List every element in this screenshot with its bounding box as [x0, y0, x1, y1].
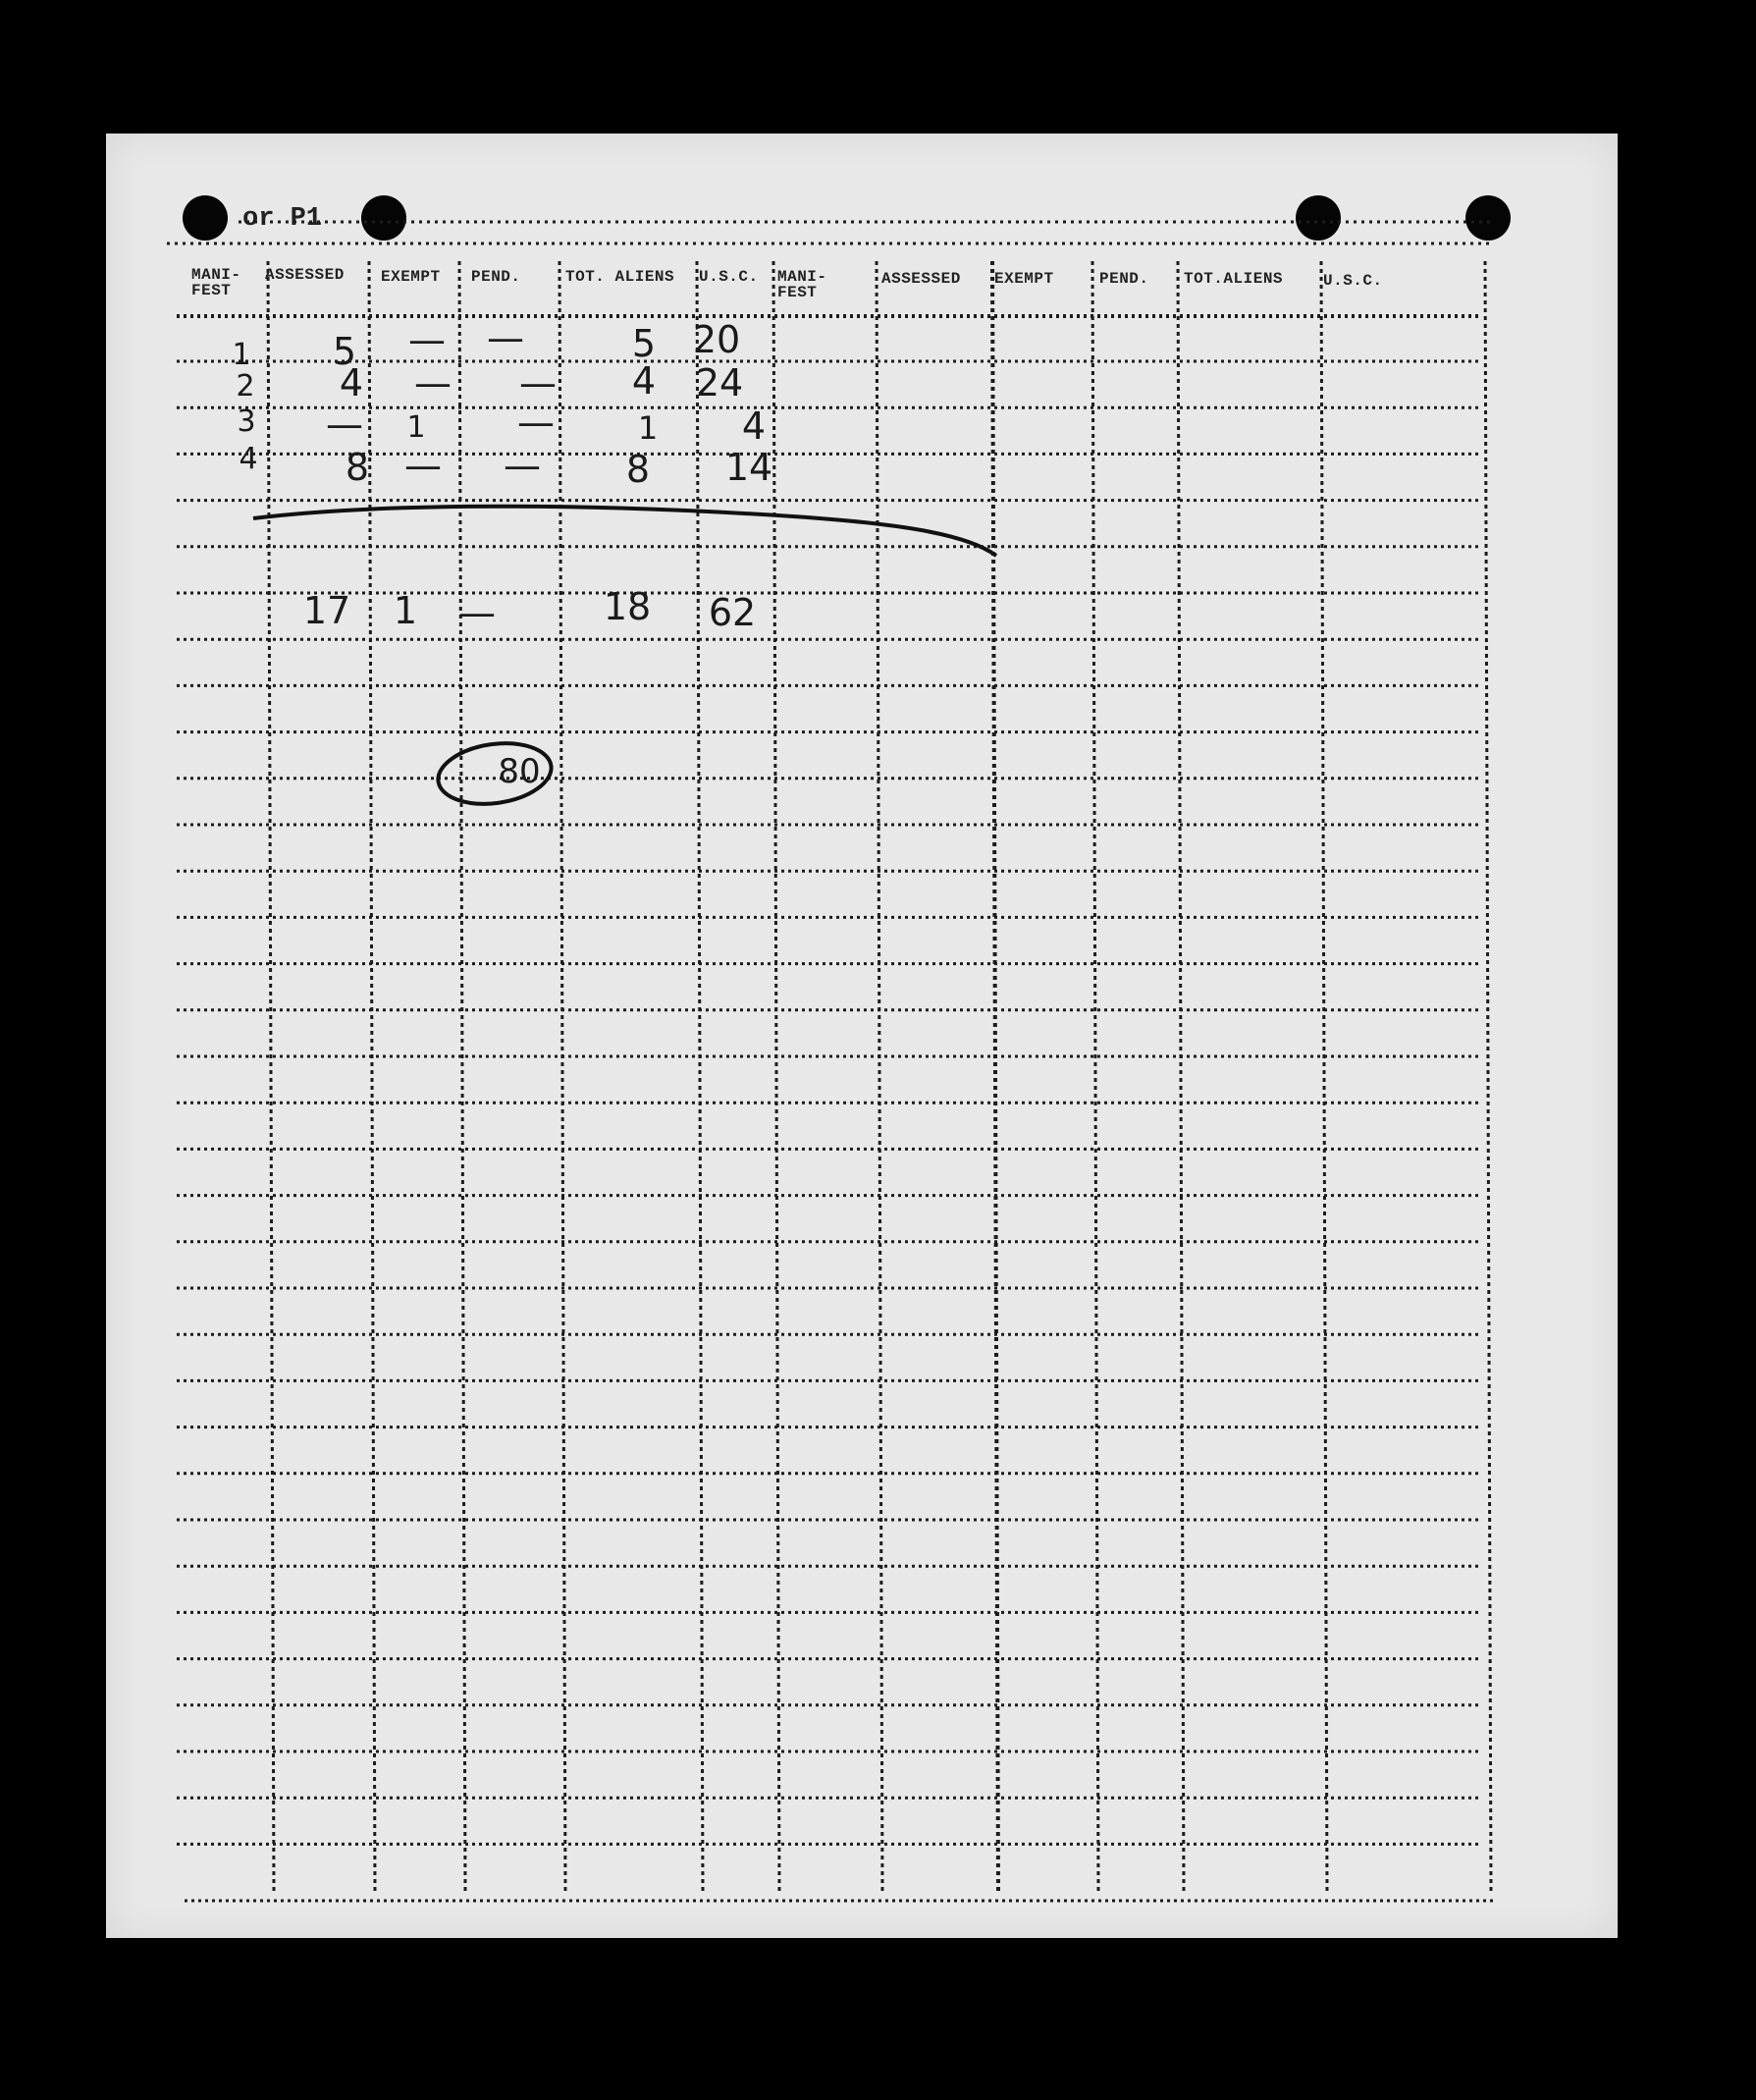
row-1-usc: 20 — [692, 318, 741, 361]
row-2-tot-aliens: 4 — [631, 359, 657, 403]
header-tot-aliens-left: TOT. ALIENS — [565, 268, 675, 286]
header-exempt-right: EXEMPT — [994, 270, 1054, 288]
column-divider — [1485, 261, 1491, 1891]
total-usc: 62 — [708, 591, 757, 634]
row-2-usc: 24 — [695, 361, 744, 404]
row-1-exempt: — — [408, 318, 446, 361]
row-4-pend: — — [504, 444, 541, 487]
total-tot-aliens: 18 — [603, 585, 652, 628]
column-divider — [1092, 261, 1098, 1891]
row-4-tot-aliens: 8 — [625, 448, 651, 491]
column-divider — [268, 261, 274, 1891]
row-4-usc: 14 — [724, 446, 773, 489]
header-exempt-left: EXEMPT — [381, 268, 441, 286]
header-tot-aliens-right: TOT.ALIENS — [1184, 270, 1284, 288]
column-divider — [1178, 261, 1184, 1891]
row-2-manifest: 2 — [236, 369, 255, 404]
column-divider — [877, 261, 882, 1891]
form-sheet — [106, 134, 1618, 1938]
grand-total: 80 — [498, 752, 541, 791]
row-3-exempt: 1 — [406, 410, 426, 445]
row-2-pend: — — [519, 361, 557, 404]
row-1-assessed: 5 — [332, 330, 357, 373]
total-assessed: 17 — [302, 589, 351, 632]
row-3-pend: — — [517, 401, 555, 444]
total-underline — [253, 507, 996, 556]
total-exempt: 1 — [393, 589, 418, 632]
column-divider — [992, 261, 998, 1891]
row-1-pend: — — [487, 316, 524, 359]
total-pend: — — [458, 591, 496, 634]
row-1-manifest: 1 — [232, 338, 251, 372]
form-label: or P1 — [242, 204, 323, 234]
header-usc-left: U.S.C. — [699, 268, 759, 286]
row-4-assessed: 8 — [345, 446, 370, 489]
column-divider — [369, 261, 375, 1891]
row-3-assessed: — — [326, 403, 363, 446]
row-4-manifest: 4 — [239, 442, 258, 476]
header-assessed-left: ASSESSED — [265, 266, 345, 284]
row-2-exempt: — — [414, 361, 452, 404]
row-3-tot-aliens: 1 — [637, 409, 659, 447]
header-pend-right: PEND. — [1099, 270, 1149, 288]
row-2-assessed: 4 — [339, 361, 364, 404]
header-assessed-right: ASSESSED — [881, 270, 961, 288]
column-divider — [697, 261, 703, 1891]
row-1-tot-aliens: 5 — [631, 322, 657, 365]
row-3-usc: 4 — [741, 404, 767, 448]
header-manifest-right: MANI- FEST — [777, 268, 827, 301]
row-3-manifest: 3 — [237, 404, 256, 439]
column-divider — [1321, 261, 1327, 1891]
header-pend-left: PEND. — [471, 268, 521, 286]
header-usc-right: U.S.C. — [1323, 272, 1383, 290]
header-manifest-left: MANI- FEST — [191, 266, 241, 299]
row-4-exempt: — — [404, 444, 442, 487]
column-divider — [773, 261, 779, 1891]
